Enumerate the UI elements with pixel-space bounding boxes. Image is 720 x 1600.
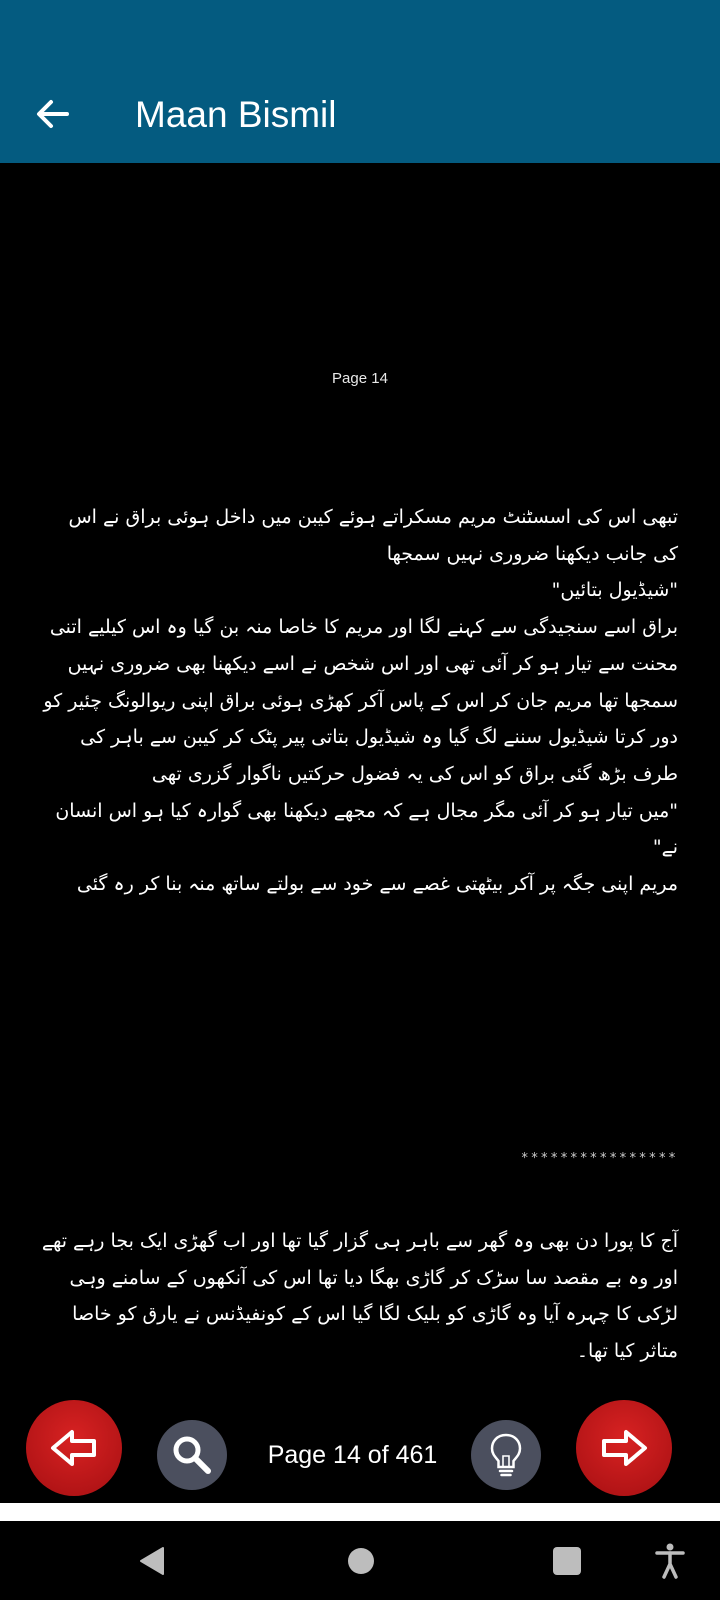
search-button[interactable] bbox=[157, 1420, 227, 1490]
system-navigation-bar bbox=[0, 1521, 720, 1600]
reader-content bbox=[0, 163, 720, 1503]
text-line: "میں تیار ہو کر آئی مگر مجال ہے کہ مجھے دیکھنا بھی گوارہ کیا ہو اس انسان نے" bbox=[55, 799, 678, 859]
arrow-left-outline-icon bbox=[50, 1428, 98, 1468]
section-separator: **************** bbox=[520, 1151, 678, 1166]
arrow-right-outline-icon bbox=[600, 1428, 648, 1468]
text-line: تبھی اس کی اسسٹنٹ مریم مسکراتے ہوئے کیبن میں داخل ہوئی براق نے اس کی جانب دیکھنا ضروری نہیں سمجھا bbox=[68, 506, 678, 565]
page-label: Page 14 bbox=[332, 370, 388, 387]
app-title: Maan Bismil bbox=[135, 94, 337, 135]
triangle-back-icon bbox=[137, 1545, 167, 1577]
arrow-left-icon bbox=[35, 99, 69, 129]
previous-page-button[interactable] bbox=[26, 1400, 122, 1496]
system-accessibility-button[interactable] bbox=[648, 1539, 692, 1583]
app-bar bbox=[0, 0, 720, 163]
text-line: مریم اپنی جگہ پر آکر بیٹھتی غصے سے خود سے بولتے ساتھ منہ بنا کر رہ گئی bbox=[76, 873, 678, 896]
paragraph-2 bbox=[40, 1223, 678, 1370]
divider-strip bbox=[0, 1503, 720, 1521]
text-line: "شیڈیول بتائیں" bbox=[551, 579, 678, 602]
text-line: براق اسے سنجیدگی سے کہنے لگا اور مریم کا خاصا منہ بن گیا وہ اس کیلیے اتنی محنت سے تیار ہو کر آئی تھی اور اس شخص نے اسے دیکھنا بھی ضروری نہیں سمجھا تھا مریم جان کر اس کے پاس آکر کھڑی ہوئی براق اپنی ریوالونگ چئیر کو دور کرتا شیڈیول سننے لگ گیا وہ شیڈیول بتاتی پیر پٹک کر کیبن سے باہر کی طرف بڑھ گئی براق کو اس کی یہ فضول حرکتیں ناگوار گزری تھی bbox=[43, 616, 678, 785]
back-button[interactable] bbox=[30, 92, 74, 136]
system-home-button[interactable] bbox=[339, 1541, 383, 1581]
search-icon bbox=[170, 1433, 214, 1477]
system-back-button[interactable] bbox=[130, 1541, 174, 1581]
lightbulb-icon bbox=[488, 1432, 524, 1478]
circle-home-icon bbox=[347, 1547, 375, 1575]
page-counter: Page 14 of 461 bbox=[267, 1441, 438, 1469]
accessibility-icon bbox=[655, 1543, 685, 1579]
text-line: آج کا پورا دن بھی وہ گھر سے باہر ہی گزار گیا تھا اور اب گھڑی ایک بجا رہے تھے اور وہ بے مقصد سا سڑک کر گاڑی بھگا دیا تھا اس کی آنکھوں کے سامنے وہی لڑکی کا چہرہ آیا وہ گاڑی کو بلیک لگا گیا اس کے کونفیڈنس نے یارق کو خاصا متاثر کیا تھا۔ bbox=[41, 1230, 678, 1363]
system-recents-button[interactable] bbox=[545, 1541, 589, 1581]
next-page-button[interactable] bbox=[576, 1400, 672, 1496]
square-recents-icon bbox=[552, 1546, 582, 1576]
brightness-button[interactable] bbox=[471, 1420, 541, 1490]
paragraph-1 bbox=[40, 499, 678, 903]
